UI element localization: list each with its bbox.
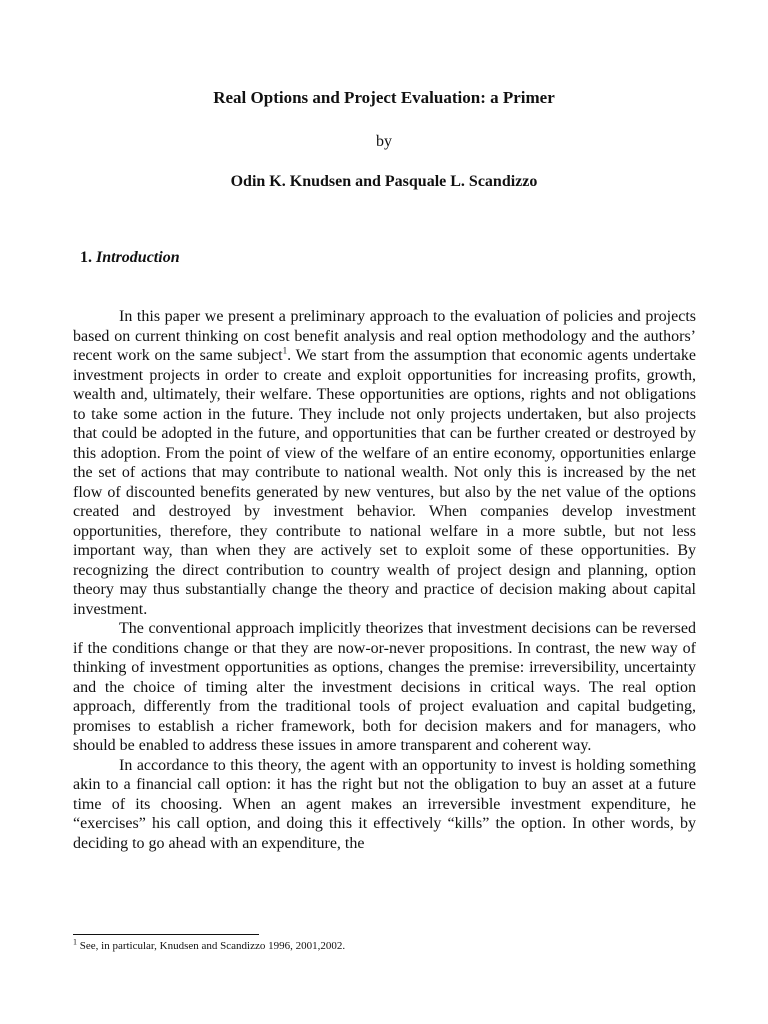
body-text: [73, 307, 696, 853]
paper-authors: Odin K. Knudsen and Pasquale L. Scandizzo: [230, 173, 538, 190]
paragraph-3: In accordance to this theory, the agent with an opportunity to invest is holding something akin to a financial call option: it has the right but not the obligation to buy an asset at a future time of its choosing. When an agent makes an irreversible investment expenditure, he “exercises” his call option, and doing this it effectively “kills” the option. In other words, by deciding to go ahead with an expenditure, the: [73, 756, 696, 852]
paragraph-1: [73, 307, 696, 619]
paragraph-2: The conventional approach implicitly theorizes that investment decisions can be reversed if the conditions change or that they are now-or-never propositions. In contrast, the new way of thinking of investment opportunities as options, changes the premise: irreversibility, uncertainty and the choice of timing alter the investment decisions in critical ways. The real option approach, differently from the traditional tools of project evaluation and capital budgeting, promises to establish a richer framework, both for decision makers and for managers, who should be enabled to address these issues in amore transparent and coherent way.: [73, 620, 696, 754]
section-number: 1.: [80, 249, 92, 266]
section-heading: [80, 249, 180, 267]
footnote-divider: [73, 934, 259, 935]
byline: by: [376, 133, 392, 150]
footnote-reference[interactable]: 1: [282, 345, 288, 356]
footnote: [73, 937, 346, 953]
footnote-marker: 1: [73, 937, 77, 947]
paragraph-1-text-a: In this paper we present a preliminary approach to the evaluation of policies and projects based on current thinking on cost benefit analysis and real option methodology and the authors’ recent work on the same subject: [73, 308, 696, 364]
paragraph-1-text-b: . We start from the assumption that economic agents undertake investment projects in order to create and exploit opportunities for increasing profits, growth, wealth and, ultimately, their welfare. These opportunities are options, rights and not obligations to take some action in the future. They include not only projects undertaken, but also projects that could be adopted in the future, and opportunities that can be further created or destroyed by this adoption. From the point of view of the welfare of an entire economy, opportunities enlarge the set of actions that may contribute to national wealth. Not only this is increased by the net flow of discounted benefits generated by new ventures, but also by the net value of the options created and destroyed by investment behavior. When companies develop investment opportunities, therefore, they contribute to national welfare in a more subtle, but not less important way, than when they are actively set to exploit some of these opportunities. By recognizing the direct contribution to country wealth of project design and planning, option theory may thus substantially change the theory and practice of decision making about capital investment.: [73, 347, 696, 618]
paper-title: Real Options and Project Evaluation: a Primer: [213, 88, 555, 107]
footnote-text: See, in particular, Knudsen and Scandizzo 1996, 2001,2002.: [77, 940, 346, 952]
section-title: Introduction: [96, 249, 180, 266]
